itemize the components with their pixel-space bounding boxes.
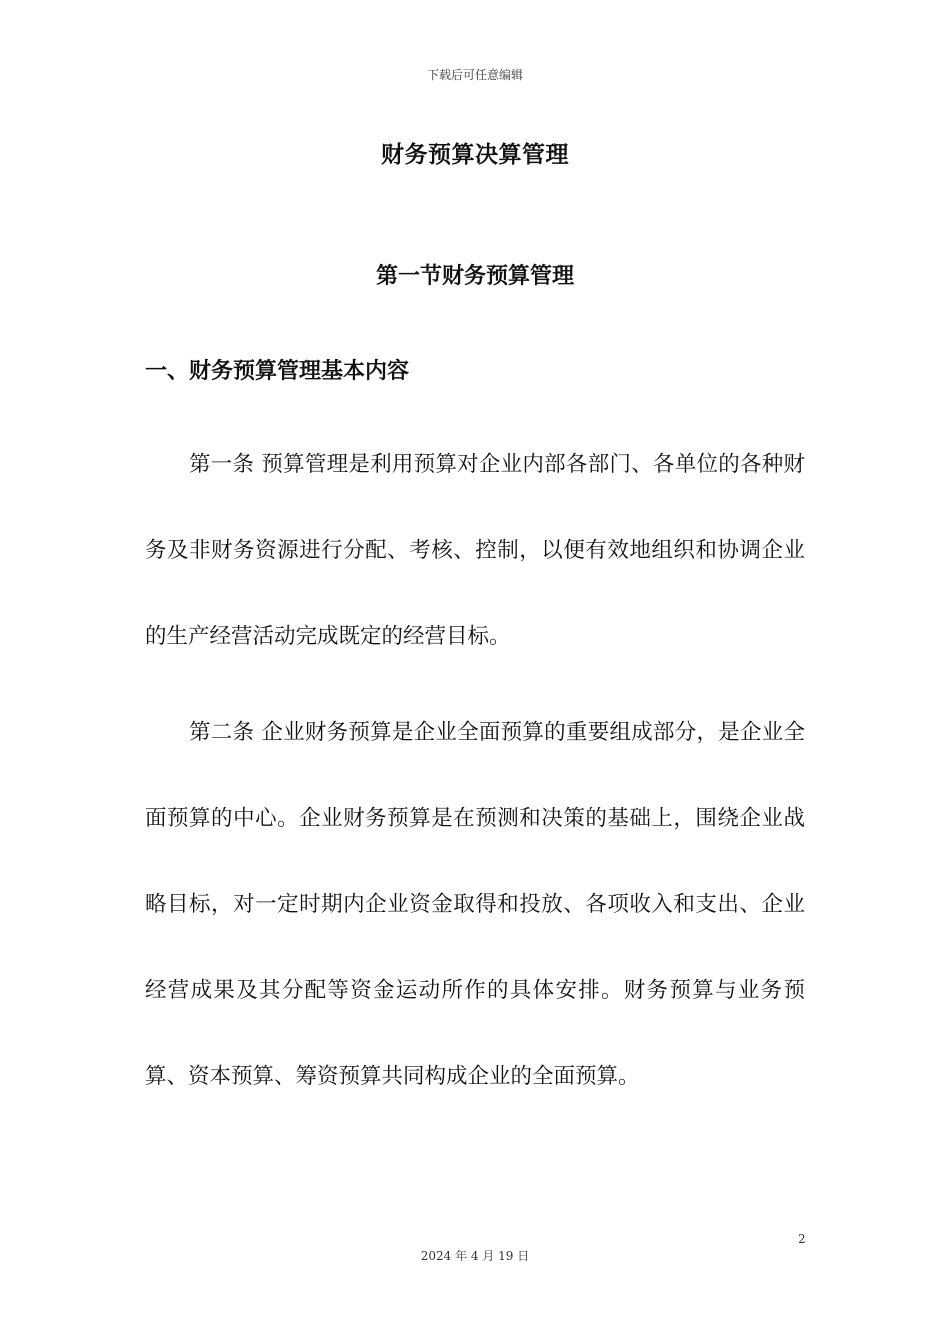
- sub-heading: 一、财务预算管理基本内容: [145, 359, 410, 384]
- document-title: 财务预算决算管理: [381, 142, 569, 168]
- footer-date: 2024 年 4 月 19 日: [420, 1249, 530, 1263]
- section-title: 第一节财务预算管理: [375, 264, 574, 289]
- header-note: 下载后可任意编辑: [426, 68, 523, 82]
- paragraph-article-1: 第一条 预算管理是利用预算对企业内部各部门、各单位的各种财务及非财务资源进行分配、考核、控制，以便有效地组织和协调企业的生产经营活动完成既定的经营目标。: [145, 452, 805, 649]
- paragraph-article-2: 第二条 企业财务预算是企业全面预算的重要组成部分，是企业全面预算的中心。企业财务预算是在预测和决策的基础上，围绕企业战略目标，对一定时期内企业资金取得和投放、各项收入和支出、企业经营成果及其分配等资金运动所作的具体安排。财务预算与业务预算、资本预算、筹资预算共同构成企业的全面预算。: [145, 720, 805, 1089]
- page-number: 2: [798, 1232, 806, 1246]
